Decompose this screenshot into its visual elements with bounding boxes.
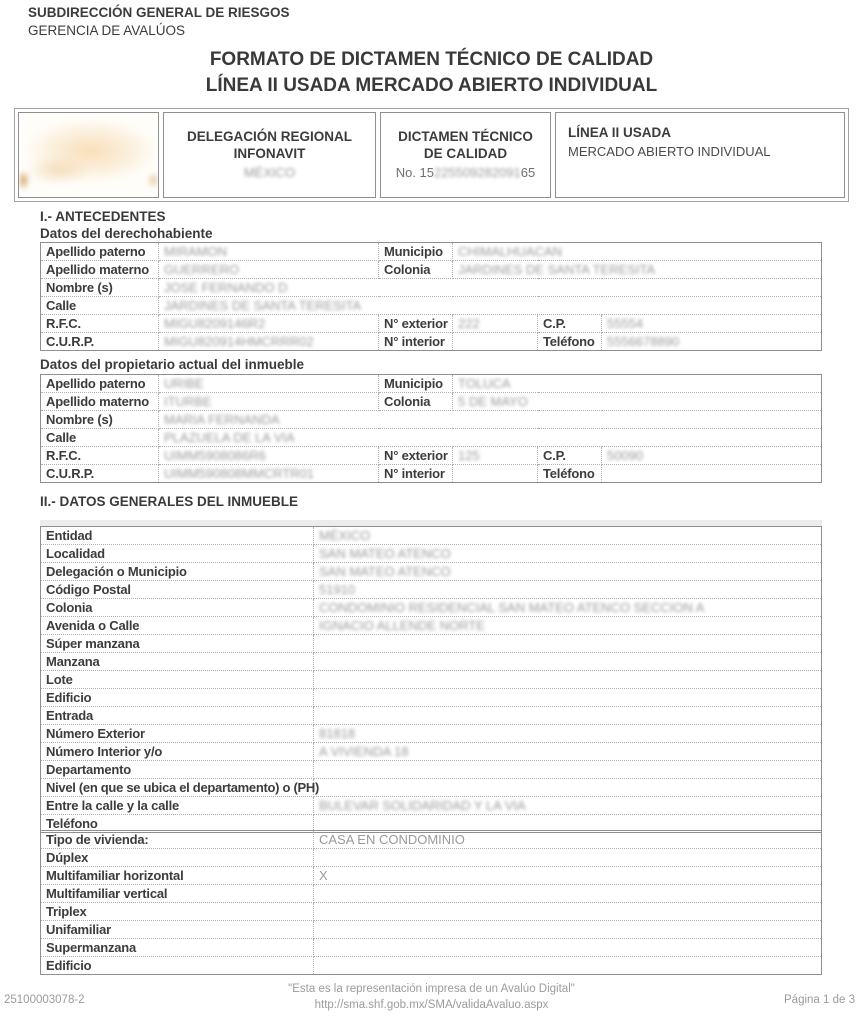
field-value — [314, 707, 822, 725]
field-label: Tipo de vivienda: — [41, 831, 314, 849]
table-row — [41, 563, 822, 581]
delegacion-value: MÉXICO — [243, 165, 296, 180]
field-label: Departamento — [41, 761, 314, 779]
table-row — [41, 725, 822, 743]
field-label: N° interior — [379, 465, 453, 483]
field-value: URIBE — [159, 375, 379, 393]
field-label: C.P. — [538, 315, 602, 333]
table-row — [41, 545, 822, 563]
table-row — [41, 243, 822, 261]
table-row — [41, 921, 822, 939]
table-row — [41, 375, 822, 393]
field-value: X — [314, 867, 822, 885]
field-label: Colonia — [379, 393, 453, 411]
field-label: Dúplex — [41, 849, 314, 867]
delegacion-label-line2: INFONAVIT — [233, 146, 306, 161]
table-row — [41, 333, 822, 351]
field-label: Entidad — [41, 527, 314, 545]
field-value: MARIA FERNANDA — [159, 411, 822, 429]
org-department: GERENCIA DE AVALÚOS — [28, 23, 186, 38]
field-value: IGNACIO ALLENDE NORTE — [314, 617, 822, 635]
field-value — [314, 903, 822, 921]
field-label: Nombre (s) — [41, 411, 159, 429]
field-value — [602, 465, 822, 483]
table-row — [41, 297, 822, 315]
field-label: C.U.R.P. — [41, 333, 159, 351]
field-value — [314, 761, 822, 779]
table-row — [41, 707, 822, 725]
dictamen-label-line1: DICTAMEN TÉCNICO — [398, 129, 533, 144]
linea-title: LÍNEA II USADA — [568, 125, 672, 140]
infonavit-logo — [18, 112, 159, 198]
field-label: Localidad — [41, 545, 314, 563]
footer-note-line1: "Esta es la representación impresa de un Avalúo Digital" — [288, 983, 575, 995]
table-row — [41, 411, 822, 429]
field-value: MIRAMON — [159, 243, 379, 261]
field-value: MÉXICO — [314, 527, 822, 545]
datos-generales-table — [40, 526, 822, 833]
section1-heading: I.- ANTECEDENTES — [40, 209, 166, 224]
field-value: CHIMALHUACAN — [453, 243, 822, 261]
field-value — [314, 671, 822, 689]
tipo-vivienda-table — [40, 830, 822, 975]
field-value: 51910 — [314, 581, 822, 599]
table-row — [41, 849, 822, 867]
field-value: ITURBE — [159, 393, 379, 411]
table-row — [41, 939, 822, 957]
table-row — [41, 689, 822, 707]
field-value: A VIVIENDA 18 — [314, 743, 822, 761]
field-label: Nivel (en que se ubica el departamento) o (PH) — [41, 779, 314, 797]
table-row — [41, 903, 822, 921]
field-value — [453, 465, 538, 483]
dictamen-box — [380, 112, 551, 198]
delegacion-label-line1: DELEGACIÓN REGIONAL — [186, 129, 352, 144]
derechohabiente-table — [40, 242, 822, 351]
table-row — [41, 671, 822, 689]
field-value — [314, 653, 822, 671]
field-value: CONDOMINIO RESIDENCIAL SAN MATEO ATENCO SECCION A — [314, 599, 822, 617]
table-row — [41, 653, 822, 671]
field-label: R.F.C. — [41, 447, 159, 465]
logo-image-redacted — [19, 113, 158, 197]
field-label: Entre la calle y la calle — [41, 797, 314, 815]
field-value: UIMM590808MMCRTR01 — [159, 465, 379, 483]
table-row — [41, 957, 822, 975]
field-label: Edificio — [41, 957, 314, 975]
field-label: Unifamiliar — [41, 921, 314, 939]
field-label: Multifamiliar horizontal — [41, 867, 314, 885]
field-label: Municipio — [379, 375, 453, 393]
dictamen-number-suffix: 65 — [520, 165, 536, 180]
field-label: Delegación o Municipio — [41, 563, 314, 581]
field-value: TOLUCA — [453, 375, 822, 393]
section2-heading: II.- DATOS GENERALES DEL INMUEBLE — [40, 494, 299, 509]
table-row — [41, 393, 822, 411]
table-row — [41, 447, 822, 465]
page-title-line1: FORMATO DE DICTAMEN TÉCNICO DE CALIDAD — [209, 49, 654, 70]
field-label: Triplex — [41, 903, 314, 921]
propietario-subheading: Datos del propietario actual del inmueble — [40, 357, 305, 372]
field-label: Teléfono — [538, 333, 602, 351]
field-value: 50090 — [602, 447, 822, 465]
table-row — [41, 831, 822, 849]
table-row — [41, 315, 822, 333]
footer-note — [0, 981, 863, 1013]
field-value — [314, 921, 822, 939]
field-value — [314, 939, 822, 957]
field-value — [314, 635, 822, 653]
table-row — [41, 279, 822, 297]
field-value: UIMM5908086R6 — [159, 447, 379, 465]
field-value: SAN MATEO ATENCO — [314, 563, 822, 581]
field-value: 81818 — [314, 725, 822, 743]
linea-subtitle: MERCADO ABIERTO INDIVIDUAL — [568, 144, 771, 159]
field-label: Número Interior y/o — [41, 743, 314, 761]
linea-box — [555, 112, 845, 198]
field-value — [314, 885, 822, 903]
field-value: 5556678890 — [602, 333, 822, 351]
table-row — [41, 581, 822, 599]
field-value: SAN MATEO ATENCO — [314, 545, 822, 563]
field-label: Calle — [41, 429, 159, 447]
field-label: Avenida o Calle — [41, 617, 314, 635]
field-label: Número Exterior — [41, 725, 314, 743]
field-label: Manzana — [41, 653, 314, 671]
dictamen-number-prefix: No. 15 — [395, 165, 435, 180]
field-label: R.F.C. — [41, 315, 159, 333]
header-band — [14, 108, 849, 202]
field-label: N° interior — [379, 333, 453, 351]
field-value: CASA EN CONDOMINIO — [314, 831, 822, 849]
field-value: JARDINES DE SANTA TERESITA — [453, 261, 822, 279]
dictamen-number-redacted: 225509282091 — [434, 165, 521, 180]
table-row — [41, 617, 822, 635]
table-row — [41, 743, 822, 761]
footer-validation-url: http://sma.shf.gob.mx/SMA/validaAvaluo.aspx — [314, 999, 549, 1011]
table-row — [41, 761, 822, 779]
field-value — [314, 779, 822, 797]
field-label: C.U.R.P. — [41, 465, 159, 483]
dictamen-label-line2: DE CALIDAD — [423, 146, 508, 161]
field-label: Apellido materno — [41, 261, 159, 279]
table-row — [41, 779, 822, 797]
table-row — [41, 465, 822, 483]
field-label: N° exterior — [379, 447, 453, 465]
field-value: JOSE FERNANDO D — [159, 279, 822, 297]
field-value — [314, 957, 822, 975]
field-value: 125 — [453, 447, 538, 465]
propietario-table — [40, 374, 822, 483]
field-value: 222 — [453, 315, 538, 333]
field-label: Apellido paterno — [41, 243, 159, 261]
field-label: Municipio — [379, 243, 453, 261]
field-value: BULEVAR SOLIDARIDAD Y LA VIA — [314, 797, 822, 815]
field-value — [314, 689, 822, 707]
field-label: Nombre (s) — [41, 279, 159, 297]
footer-page-number: Página 1 de 3 — [784, 994, 855, 1006]
field-value: JARDINES DE SANTA TERESITA — [159, 297, 822, 315]
table-row — [41, 429, 822, 447]
field-value: MIGU8209146R2 — [159, 315, 379, 333]
field-label: Entrada — [41, 707, 314, 725]
org-header — [28, 5, 290, 38]
field-label: Teléfono — [41, 815, 314, 833]
field-label: Apellido paterno — [41, 375, 159, 393]
table-row — [41, 797, 822, 815]
footer-document-code: 25100003078-2 — [4, 994, 85, 1006]
field-label: Lote — [41, 671, 314, 689]
field-value — [314, 849, 822, 867]
table-row — [41, 599, 822, 617]
field-label: Calle — [41, 297, 159, 315]
field-value: PLAZUELA DE LA VIA — [159, 429, 822, 447]
table-row — [41, 885, 822, 903]
page-title — [0, 47, 863, 99]
field-value: GUERRERO — [159, 261, 379, 279]
table-row — [41, 527, 822, 545]
field-label: Colonia — [41, 599, 314, 617]
field-label: Apellido materno — [41, 393, 159, 411]
field-label: Edificio — [41, 689, 314, 707]
field-label: Multifamiliar vertical — [41, 885, 314, 903]
org-name: SUBDIRECCIÓN GENERAL DE RIESGOS — [28, 5, 290, 20]
field-label: Supermanzana — [41, 939, 314, 957]
delegacion-box — [163, 112, 376, 198]
derechohabiente-subheading: Datos del derechohabiente — [40, 226, 213, 241]
dictamen-number — [381, 165, 550, 180]
page-title-line2: LÍNEA II USADA MERCADO ABIERTO INDIVIDUAL — [205, 75, 658, 96]
field-label: Teléfono — [538, 465, 602, 483]
table-row — [41, 261, 822, 279]
field-label: C.P. — [538, 447, 602, 465]
table-row — [41, 635, 822, 653]
field-label: N° exterior — [379, 315, 453, 333]
field-label: Súper manzana — [41, 635, 314, 653]
field-value: 5 DE MAYO — [453, 393, 822, 411]
field-value: MIGU820914HMCRRR02 — [159, 333, 379, 351]
field-value — [453, 333, 538, 351]
field-label: Colonia — [379, 261, 453, 279]
field-label: Código Postal — [41, 581, 314, 599]
field-value: 55554 — [602, 315, 822, 333]
table-row — [41, 867, 822, 885]
